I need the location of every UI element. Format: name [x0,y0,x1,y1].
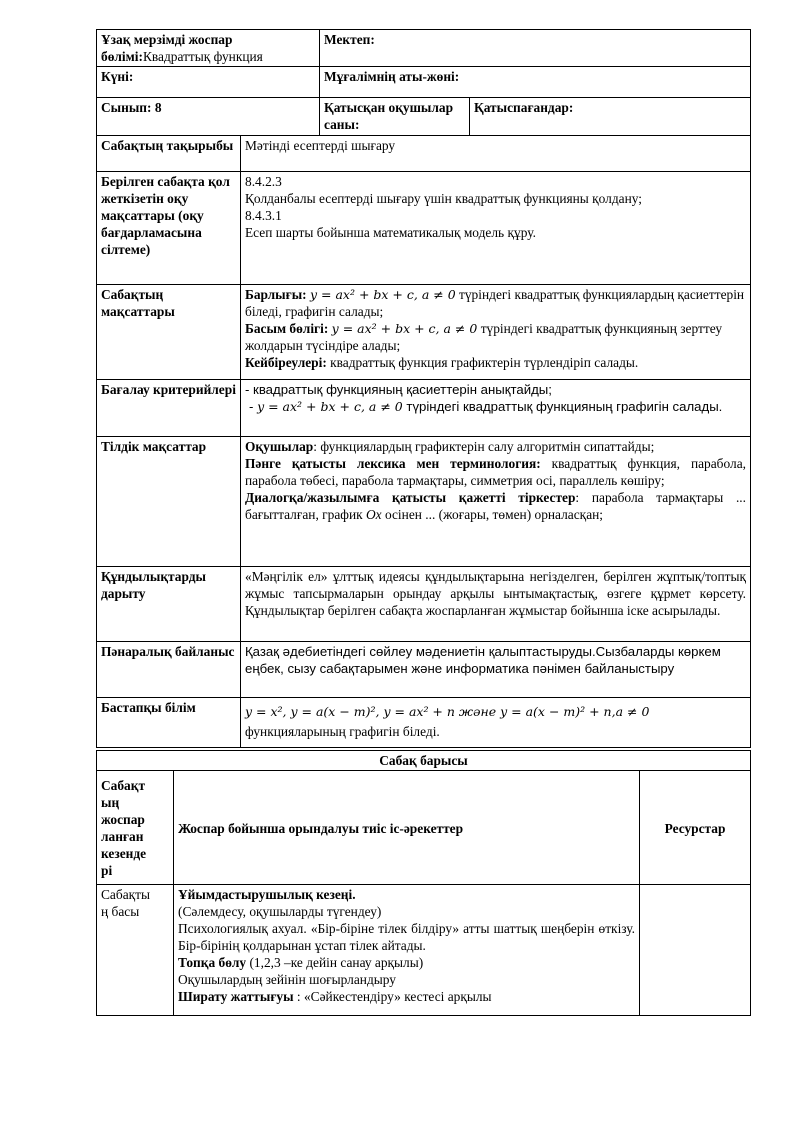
date-cell [97,67,320,98]
lang-phrases-label: Диалогқа/жазылымға қатысты қажетті тіркестер [245,490,576,505]
objectives-value-cell [241,172,751,285]
stage-start-actions-cell [174,885,640,1016]
present-cell [320,98,470,136]
lesson-procedure-table [96,750,751,1016]
resources-header: Ресурстар [664,820,726,836]
objective-text-1: Қолданбалы есептерді шығару үшін квадраттық функцияны қолдану; [245,191,643,206]
goals-value-cell [241,285,751,380]
goal-all-text: түріндегі квадраттық функциялардың қасиеттерін біледі, графигін салады; [245,287,745,319]
group-text: (1,2,3 –ке дейін санау арқылы) [246,955,424,970]
objective-text-2: Есеп шарты бойынша математикалық модель құру. [245,225,536,240]
school-label: Мектеп: [324,32,375,47]
prior-text: функцияларының графигін біледі. [245,724,440,739]
goal-most-text: түріндегі квадраттық функцияның зерттеу жолдарын түсіндіре алады; [245,321,723,353]
stage-header-line-2: ың [101,795,120,810]
focus-text: Оқушылардың зейінін шоғырландыру [178,972,396,987]
objectives-label: Берілген сабақта қол жеткізетін оқу мақсаттары (оқу бағдарламасына сілтеме) [101,174,230,257]
goals-label-cell [97,285,241,380]
date-label: Күні: [101,69,134,84]
stage-start-cell [97,885,174,1016]
lang-vocab [245,455,746,489]
prior-label-cell [97,698,241,748]
cross-label-cell [97,642,241,698]
prior-formula: y = x², y = a(x − m)², y = ax² + n және y = a(x − m)² + n,a ≠ 0 [245,704,650,719]
lesson-info-table [96,135,751,748]
stage-start-line-2: ң басы [101,904,140,919]
topic-label: Сабақтың тақырыбы [101,138,234,153]
goal-all [245,286,746,320]
goal-some-label: Кейбіреулері: [245,355,327,370]
stage-header-line-1: Сабақт [101,778,146,793]
prior-label: Бастапқы білім [101,700,196,715]
stage-start-line-1: Сабақты [101,887,150,902]
goals-label: Сабақтың мақсаттары [101,287,175,319]
lesson-title: Сабақ барысы [379,753,468,768]
criteria-dash: - [249,399,258,414]
stage-header-line-6: рі [101,863,113,878]
present-label: Қатысқан оқушылар саны: [324,100,454,132]
resources-header-cell [640,771,751,885]
lang-vocab-label: Пәнге қатысты лексика мен терминология: [245,456,541,471]
goal-most [245,320,746,354]
plan-section-cell [97,30,320,67]
values-label: Құндылықтарды дарыту [101,569,206,601]
absent-label: Қатыспағандар: [474,100,574,115]
criteria-line-1: - квадраттық функцияның қасиеттерін анықтайды; [245,382,552,397]
group-label: Топқа бөлу [178,955,247,970]
values-label-cell [97,567,241,642]
teacher-cell [320,67,751,98]
criteria-line-2 [245,398,746,415]
criteria-formula: y = ax² + bx + c, a ≠ 0 [257,399,403,414]
org-title: Ұйымдастырушылық кезеңі. [178,887,356,902]
lang-phrases [245,489,746,523]
plan-section-value: Квадраттық функция [142,49,263,64]
criteria-label: Бағалау критерийлері [101,382,236,397]
group-division [178,954,635,971]
prior-value-cell [241,698,751,748]
school-cell [320,30,751,67]
stage-start-resources-cell [640,885,751,1016]
language-label: Тілдік мақсаттар [101,439,207,454]
actions-header-cell [174,771,640,885]
absent-cell [470,98,751,136]
stage-header-line-4: ланған [101,829,144,844]
criteria-text: түріндегі квадраттық функцияның графигін салады. [402,399,723,414]
criteria-value-cell [241,380,751,437]
stage-header-line-5: кезенде [101,846,147,861]
goal-some-text: квадраттық функция графиктерін түрлендіріп салады. [326,355,639,370]
objective-code-1: 8.4.2.3 [245,174,282,189]
values-value-cell [241,567,751,642]
criteria-label-cell [97,380,241,437]
lang-students [245,438,746,455]
lang-students-text: : функциялардың графиктерін салу алгоритмін сипаттайды; [313,439,655,454]
lang-phrases-text-2: осінен ... (жоғары, төмен) орналасқан; [381,507,604,522]
objective-code-2: 8.4.3.1 [245,208,282,223]
lang-phrases-ox: Ox [365,507,382,522]
warmup [178,988,635,1005]
topic-value-cell [241,136,751,172]
language-value-cell [241,437,751,567]
warmup-label: Ширату жаттығуы [178,989,294,1004]
grade-label: Сынып: 8 [101,100,162,115]
lang-students-label: Оқушылар [245,439,314,454]
topic-label-cell [97,136,241,172]
goal-all-label: Барлығы: [245,287,307,302]
lesson-title-cell [97,751,751,771]
goal-some [245,354,746,371]
lang-vocab-text: квадраттық функция, парабола, парабола төбесі, парабола тармақтары, симметрия осі, параллель көшіру; [245,456,746,488]
warmup-text: : «Сәйкестендіру» кестесі арқылы [293,989,492,1004]
cross-label: Пәнаралық байланыс [101,644,235,659]
actions-header: Жоспар бойынша орындалуы тиіс іс-әрекеттер [178,820,464,836]
topic-value: Мәтінді есептерді шығару [245,138,396,153]
cross-value-cell [241,642,751,698]
values-text: «Мәңгілік ел» ұлттық идеясы құндылықтарына негізделген, берілген жұптық/топтық жұмыс тапсырмаларын орындау арқылы ынтымақтастық, өзгеге құрмет көрсету. Құндылықтар берілген сабақта жоспарланған жұмыстар бойынша іске асырылады. [245,569,746,618]
org-line-2: Психологиялық ахуал. «Бір-біріне тілек білдіру» атты шаттық шеңберін өткізу. Бір-бірінің қолдарынан ұстап тілек айтады. [178,921,635,953]
language-label-cell [97,437,241,567]
grade-cell [97,98,320,136]
stage-header-line-3: жоспар [101,812,145,827]
objectives-label-cell [97,172,241,285]
lang-phrases-text-1: : парабола тармақтары ... бағытталған, график [245,490,746,522]
teacher-label: Мұғалімнің аты-жөні: [324,69,460,84]
goal-most-label: Басым бөлігі: [245,321,329,336]
goal-most-formula: y = ax² + bx + c, a ≠ 0 [331,321,478,336]
stage-header-cell [97,771,174,885]
plan-section-label: Ұзақ мерзімді жоспар бөлімі: [101,32,233,64]
goal-all-formula: y = ax² + bx + c, a ≠ 0 [309,287,456,302]
header-table [96,29,751,136]
cross-text: Қазақ әдебиетіндегі сөйлеу мәдениетін қалыптастыруды.Сызбаларды көркем еңбек, сызу сабақтарымен және информатика пәнімен байланыстыру [245,644,721,676]
org-line-1: (Сәлемдесу, оқушыларды түгендеу) [178,904,382,919]
